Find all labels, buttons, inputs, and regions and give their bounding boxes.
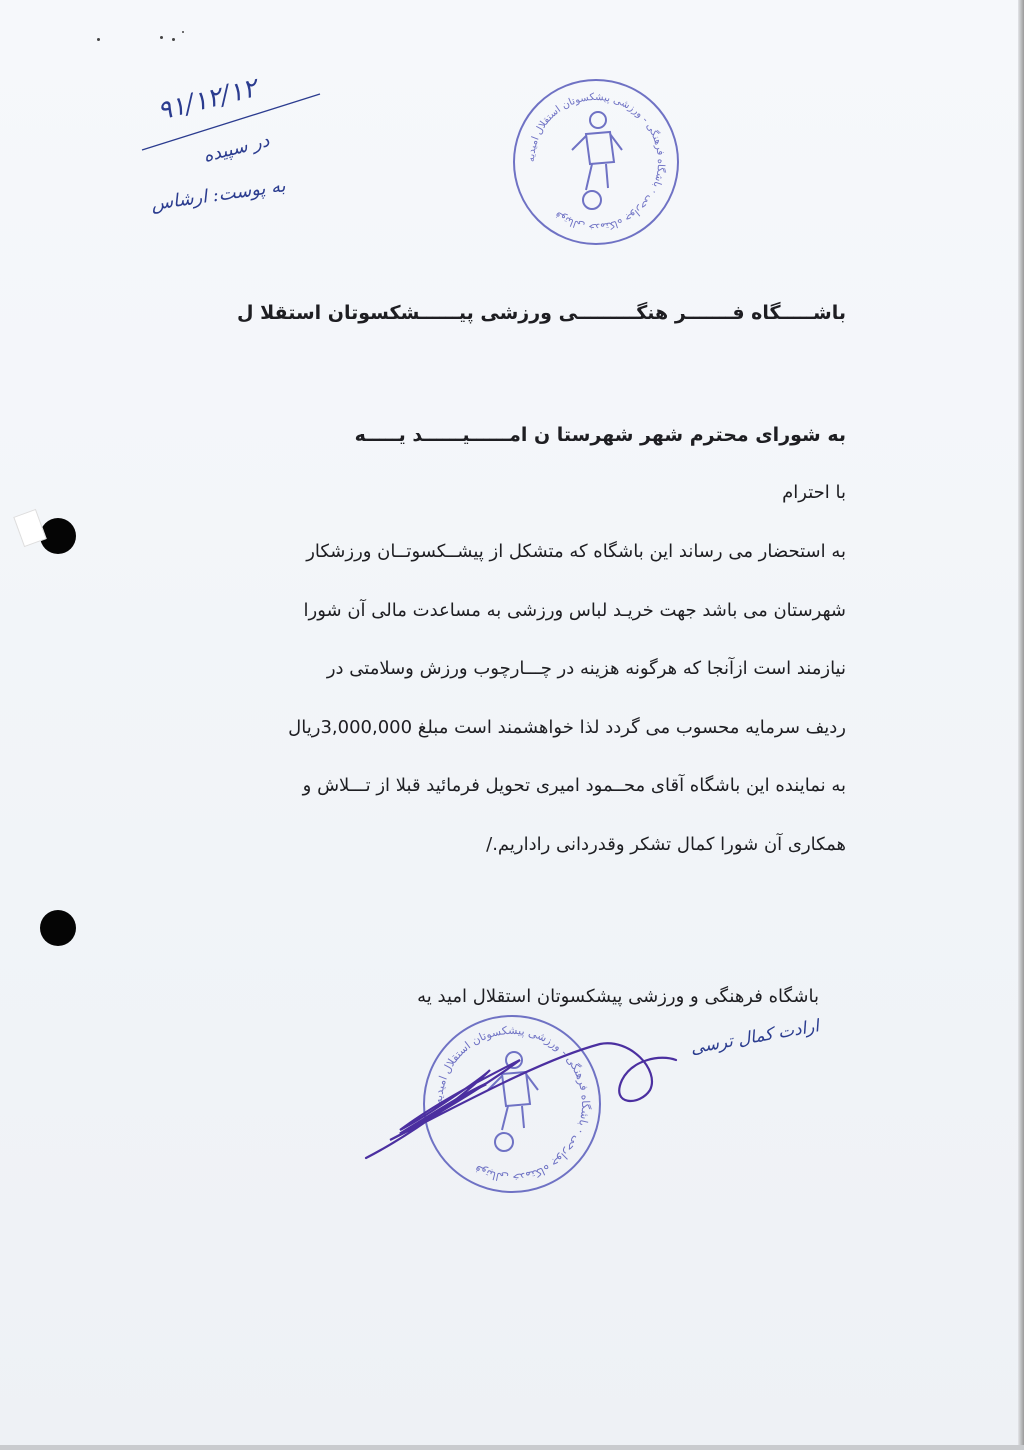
letter-body (226, 540, 846, 891)
body-line-5: به نماینده این باشگاه آقای محــمود امیری تحویل فرمائید قبلا از تـــلاش و (302, 775, 846, 796)
body-line-6: همکاری آن شورا کمال تشکر وقدردانی راداریم./ (486, 833, 846, 855)
body-line-2: شهرستان می باشد جهت خریـد لباس ورزشی به مساعدت مالی آن شورا (303, 599, 846, 621)
signature-organization: باشگاه فرهنگی و ورزشی پیشکسوتان استقلال امید یه (417, 986, 819, 1007)
note-line3: به پوست: ارشاس (149, 175, 287, 215)
body-line-1: به استحضار می رساند این باشگاه که متشکل از پیشــکسوتــان ورزشکار (306, 541, 846, 562)
note-date: ۹۱/۱۲/۱۲ (154, 73, 260, 127)
scan-speck (160, 36, 163, 39)
stamp-text: فوتبالی خدمتکاه جوارحی · باشگاه فرهنگی - ورزشی پیشکسوتان استقلال امیدیه (525, 91, 667, 233)
football-player-icon (572, 112, 622, 209)
note-line2: در سپیده (201, 130, 272, 167)
scan-speck (97, 38, 100, 41)
punch-hole-bottom (40, 910, 76, 946)
body-line-4: ردیف سرمایه محسوب می گردد لذا خواهشمند است مبلغ 3,000,000ریال (288, 716, 846, 738)
letter-heading: باشـــــگاه فـــــــر هنگـــــــــی ورزشی پیــــــشکسوتان استقلا ل (237, 302, 846, 324)
signature-note: ارادت کمال ترسی (689, 1016, 821, 1059)
letter-greeting: با احترام (782, 482, 846, 503)
scan-speck (182, 31, 184, 33)
letter-recipient: به شورای محترم شهر شهرستا ن امــــــیــــــد یـــــه (354, 424, 846, 446)
stamp-text: فوتبالی خدمتکاه جوارحی · باشگاه فرهنگی - ورزشی پیشکسوتان استقلال امیدیه (431, 1023, 593, 1185)
stamp-outer-ring (514, 80, 678, 244)
club-stamp-top (506, 72, 686, 252)
page-edge-right (1018, 0, 1024, 1450)
scan-speck (172, 38, 175, 41)
body-line-3: نیازمند است ازآنجا که هرگونه هزینه در چـــارچوب ورزش وسلامتی در (326, 658, 846, 679)
handwritten-note (130, 70, 390, 220)
page-edge-bottom (0, 1445, 1024, 1450)
